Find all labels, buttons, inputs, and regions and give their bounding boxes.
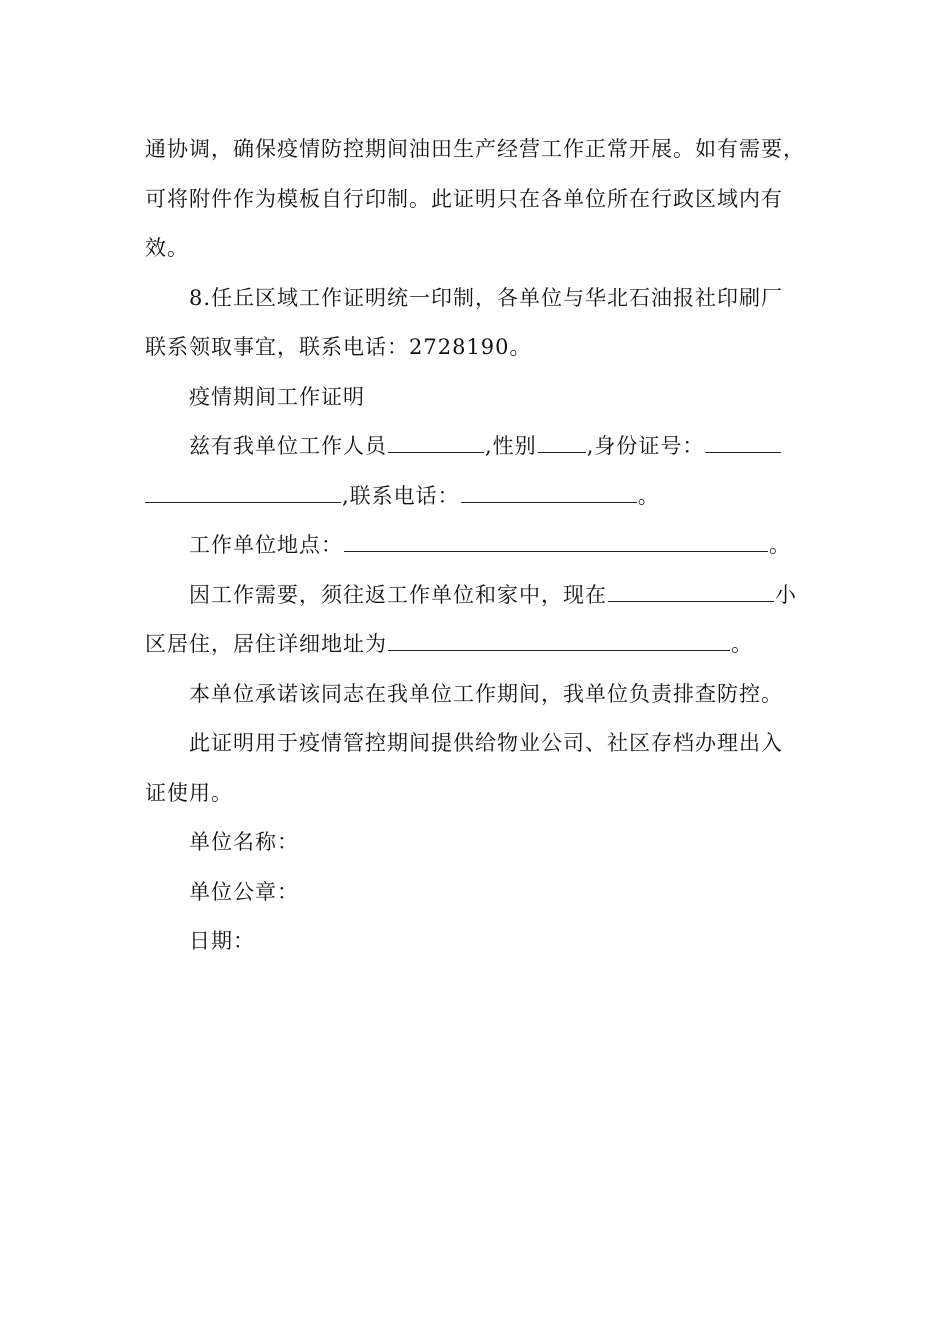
blank-id-field-part1 [705,434,781,453]
blank-gender-field [538,434,586,453]
label-unit-name: 单位名称： [189,830,299,854]
label-community: 因工作需要，须往返工作单位和家中，现在 [189,582,607,607]
blank-id-field-part2 [145,484,341,503]
label-home-address: 区居住，居住详细地址为 [145,632,387,656]
text-line: 通协调，确保疫情防控期间油田生产经营工作正常开展。如有需要， [145,137,805,161]
punct-period: 。 [637,483,660,508]
blank-community-field [608,583,774,602]
label-unit-seal: 单位公章： [189,879,299,904]
label-id: ,身份证号： [586,434,705,458]
text-line: 联系领取事宜，联系电话：2728190。 [145,335,532,359]
text-line: 证使用。 [145,780,233,805]
blank-phone-field [461,484,637,503]
label-work-address: 工作单位地点： [189,533,343,557]
blank-work-address-field [344,533,768,552]
text-line: 8.任丘区域工作证明统一印制，各单位与华北石油报社印刷厂 [189,285,784,310]
punct-period: 。 [769,533,791,557]
label-date: 日期： [189,929,255,953]
label-phone: ,联系电话： [342,483,460,508]
label-gender: ,性别 [485,434,537,458]
label-xiao: 小 [775,582,797,607]
blank-home-address-field [388,632,730,651]
document-body [145,125,810,967]
punct-period: 。 [731,632,753,656]
form-line-personnel [145,422,810,472]
text-line: 此证明用于疫情管控期间提供给物业公司、社区存档办理出入 [189,731,783,755]
form-line-community [145,571,810,621]
form-line-home-address [145,620,810,670]
text-line: 效。 [145,236,189,260]
text-line: 可将附件作为模板自行印制。此证明只在各单位所在行政区域内有 [145,186,783,211]
text-line: 本单位承诺该同志在我单位工作期间，我单位负责排查防控。 [189,681,783,706]
form-line-phone [145,472,810,522]
certificate-title: 疫情期间工作证明 [189,384,365,409]
blank-name-field [388,434,484,453]
form-line-work-address [145,521,810,571]
label-staff: 兹有我单位工作人员 [189,434,387,458]
